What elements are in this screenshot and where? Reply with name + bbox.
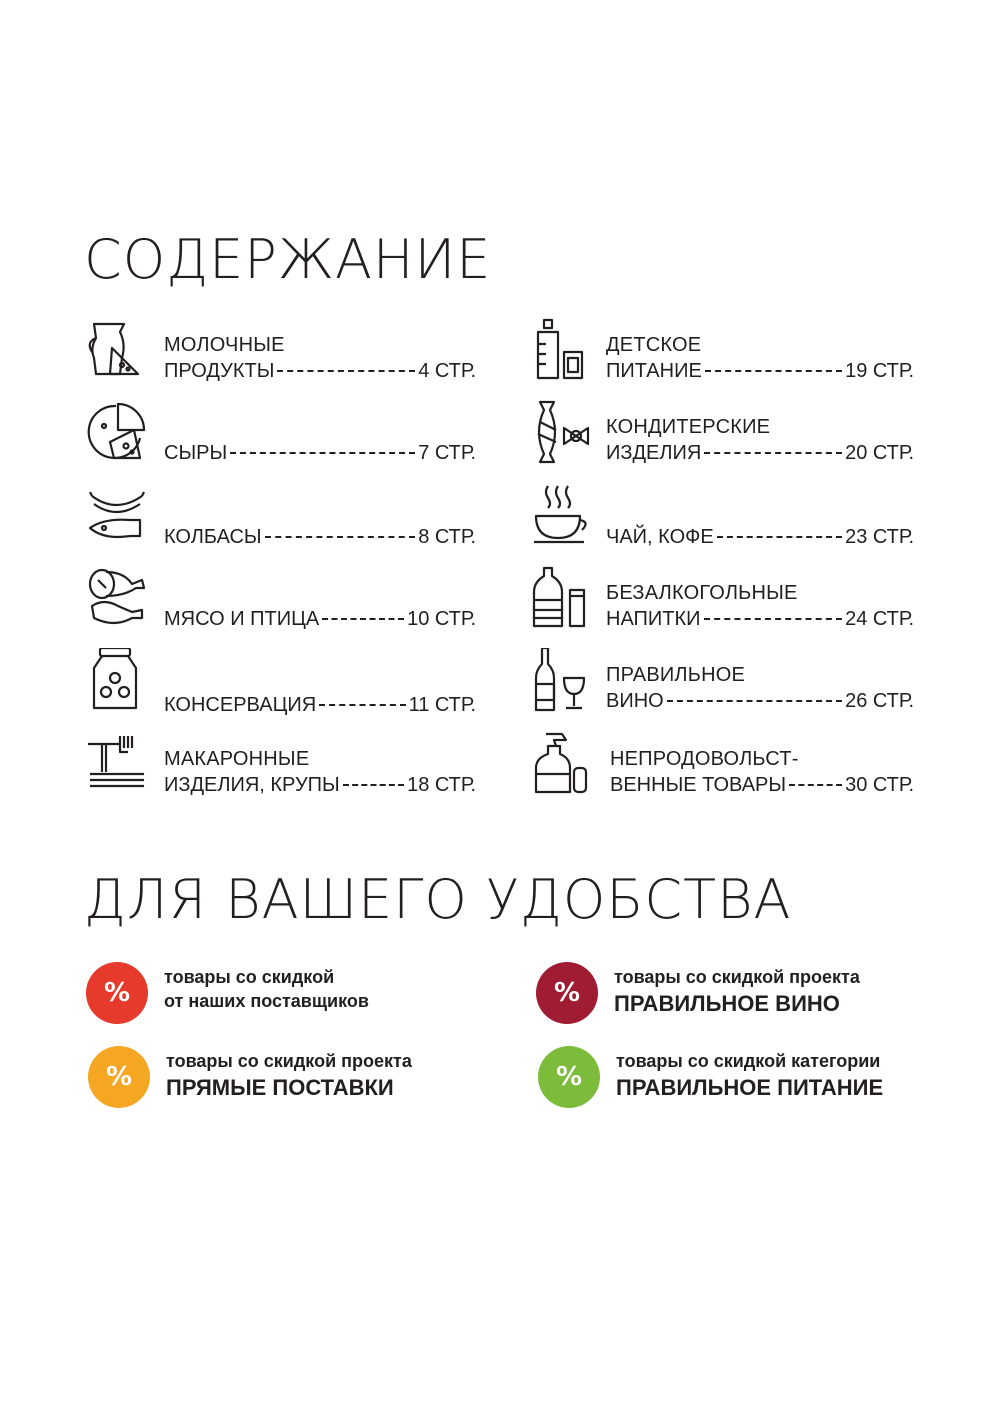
dotted-leader — [704, 618, 843, 620]
dotted-leader — [667, 700, 842, 702]
toc-lead: ВЕННЫЕ ТОВАРЫ — [610, 774, 787, 796]
toc-label: ПРАВИЛЬНОЕ — [606, 664, 746, 686]
toc-lead: КОЛБАСЫ — [164, 526, 262, 548]
toc-item-sausages[interactable] — [84, 484, 476, 556]
drink-bottle-icon — [526, 566, 590, 630]
toc-item-wine[interactable] — [526, 648, 914, 720]
toc-page: 30 СТР. — [845, 774, 914, 796]
dotted-leader — [230, 452, 415, 454]
toc-page: 4 СТР. — [418, 360, 476, 382]
toc-item-baby-food[interactable] — [526, 318, 914, 390]
percent-badge-icon: % — [88, 1046, 150, 1108]
toc-item-meat[interactable] — [84, 566, 476, 638]
toc-label: МАКАРОННЫЕ — [164, 748, 310, 770]
legend-line-1: товары со скидкой проекта — [614, 967, 860, 987]
toc-page: 11 СТР. — [408, 694, 476, 716]
coffee-cup-icon — [526, 484, 590, 548]
toc-item-pasta[interactable] — [84, 732, 476, 804]
toc-page: 7 СТР. — [418, 442, 476, 464]
toc-page: 26 СТР. — [845, 690, 914, 712]
toc-page: 18 СТР. — [407, 774, 476, 796]
toc-item-cheese[interactable] — [84, 400, 476, 472]
milk-jug-icon — [84, 318, 148, 382]
toc-page: 24 СТР. — [845, 608, 914, 630]
legend-line-2: ПРАВИЛЬНОЕ ПИТАНИЕ — [616, 1075, 884, 1100]
toc-lead: МЯСО И ПТИЦА — [164, 608, 320, 630]
wine-bottle-glass-icon — [526, 648, 590, 712]
toc-item-dairy[interactable] — [84, 318, 476, 390]
toc-page: 8 СТР. — [418, 526, 476, 548]
dotted-leader — [343, 784, 404, 786]
dotted-leader — [789, 784, 842, 786]
jar-icon — [84, 648, 148, 712]
toc-lead: ЧАЙ, КОФЕ — [606, 526, 714, 548]
pasta-fork-icon — [84, 732, 148, 796]
candy-icon — [526, 400, 590, 464]
percent-badge-icon: % — [86, 962, 148, 1024]
toc-page: 10 СТР. — [407, 608, 476, 630]
dotted-leader — [717, 536, 842, 538]
legend-line-1: товары со скидкой проекта — [166, 1051, 412, 1071]
toc-lead: ПИТАНИЕ — [606, 360, 702, 382]
toc-item-tea-coffee[interactable] — [526, 484, 914, 556]
toc-lead: ИЗДЕЛИЯ — [606, 442, 702, 464]
percent-badge-icon: % — [536, 962, 598, 1024]
toc-page: 20 СТР. — [845, 442, 914, 464]
spray-bottle-icon — [526, 732, 590, 796]
toc-lead: СЫРЫ — [164, 442, 228, 464]
percent-badge-icon: % — [538, 1046, 600, 1108]
dotted-leader — [319, 704, 405, 706]
toc-item-canned[interactable] — [84, 648, 476, 724]
cheese-icon — [84, 400, 148, 464]
legend-line-1: товары со скидкой — [164, 967, 335, 987]
ham-leg-icon — [84, 566, 148, 630]
legend-line-2: ПРЯМЫЕ ПОСТАВКИ — [166, 1075, 394, 1100]
legend-line-2: от наших поставщиков — [164, 991, 369, 1011]
dotted-leader — [277, 370, 415, 372]
dotted-leader — [704, 452, 842, 454]
sausage-icon — [84, 484, 148, 548]
dotted-leader — [705, 370, 842, 372]
toc-label: БЕЗАЛКОГОЛЬНЫЕ — [606, 582, 798, 604]
convenience-title: ДЛЯ ВАШЕГО УДОБСТВА — [84, 868, 792, 931]
toc-lead: ВИНО — [606, 690, 664, 712]
baby-bottle-icon — [526, 318, 590, 382]
toc-lead: КОНСЕРВАЦИЯ — [164, 694, 317, 716]
contents-title: СОДЕРЖАНИЕ — [84, 228, 492, 291]
dotted-leader — [322, 618, 404, 620]
toc-label: НЕПРОДОВОЛЬСТ- — [610, 748, 799, 770]
toc-page: 19 СТР. — [845, 360, 914, 382]
toc-lead: ИЗДЕЛИЯ, КРУПЫ — [164, 774, 340, 796]
toc-lead: ПРОДУКТЫ — [164, 360, 275, 382]
toc-item-confectionery[interactable] — [526, 400, 914, 472]
legend-line-2: ПРАВИЛЬНОЕ ВИНО — [614, 991, 840, 1016]
toc-label: МОЛОЧНЫЕ — [164, 334, 285, 356]
toc-item-soft-drinks[interactable] — [526, 566, 914, 638]
toc-item-non-food[interactable] — [526, 732, 914, 804]
toc-label: ДЕТСКОЕ — [606, 334, 702, 356]
dotted-leader — [265, 536, 416, 538]
toc-label: КОНДИТЕРСКИЕ — [606, 416, 771, 438]
toc-page: 23 СТР. — [845, 526, 914, 548]
toc-lead: НАПИТКИ — [606, 608, 701, 630]
legend-line-1: товары со скидкой категории — [616, 1051, 881, 1071]
